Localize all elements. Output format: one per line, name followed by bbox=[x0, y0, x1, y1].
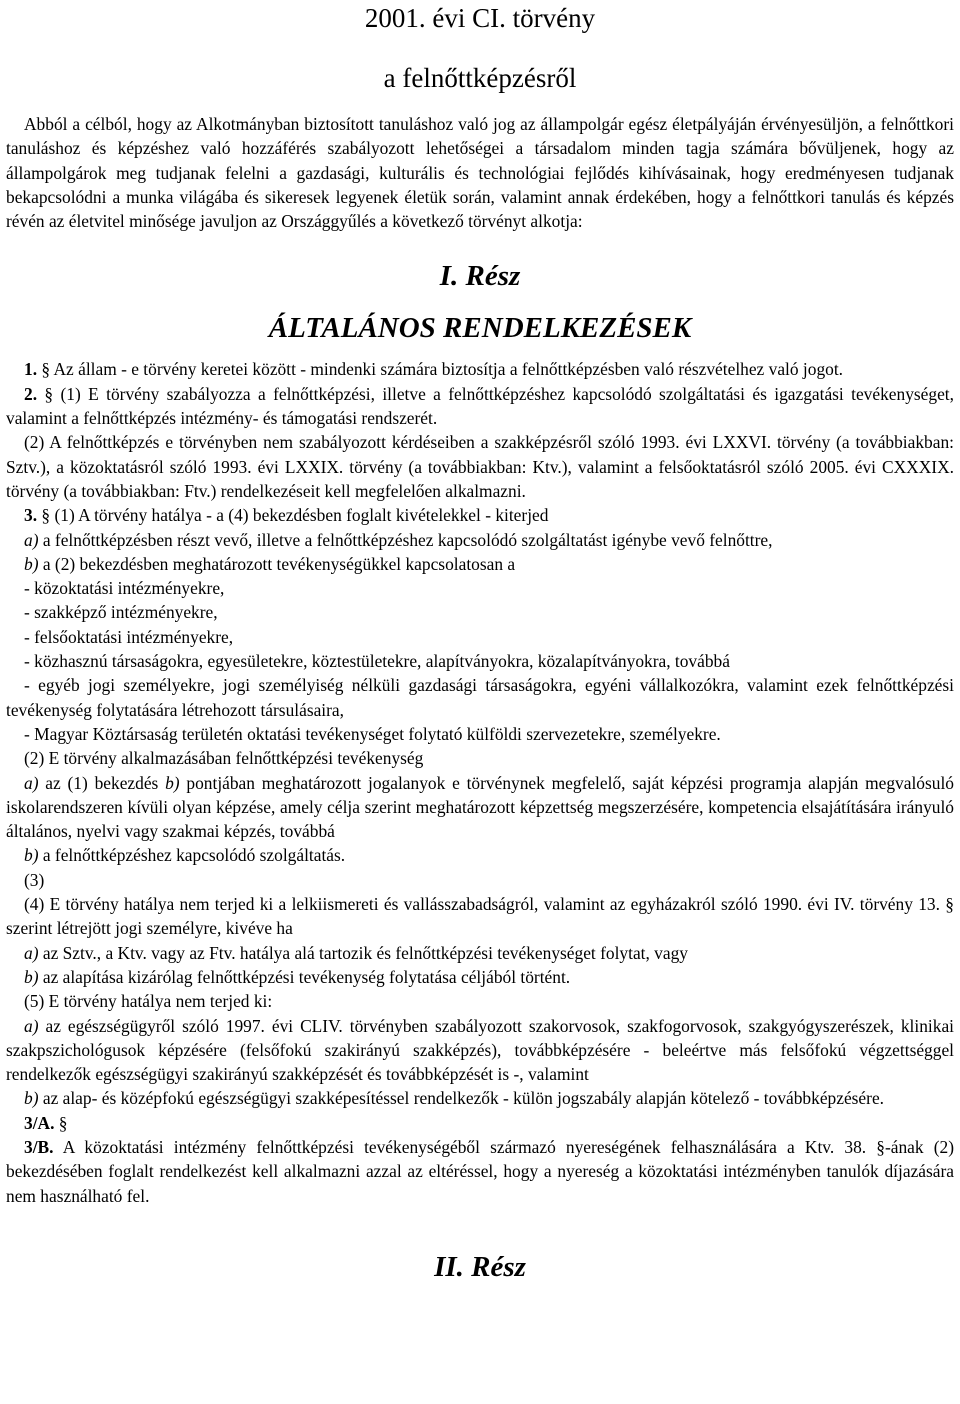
point-label: a) bbox=[24, 529, 39, 550]
point-a bbox=[6, 771, 954, 844]
dash-item: - közhasznú társaságokra, egyesületekre, köztestületekre, alapítványokra, közalapítványokra, továbbá bbox=[24, 651, 730, 672]
section-number: 3/A. bbox=[24, 1112, 55, 1133]
point-text: az (1) bekezdés bbox=[38, 772, 166, 793]
dash-item: - egyéb jogi személyekre, jogi személyiség nélküli gazdasági társaságokra, egyéni vállalkozókra, valamint ezek felnőttképzési tevékenység folytatására létrehozott társulásaira, bbox=[6, 675, 954, 720]
section-symbol-link[interactable]: § bbox=[41, 505, 51, 526]
point-b bbox=[6, 843, 954, 867]
point-label: a) bbox=[24, 942, 39, 963]
dash-item: - felsőoktatási intézményekre, bbox=[24, 626, 234, 647]
section-3-par-2: (2) E törvény alkalmazásában felnőttképzési tevékenység bbox=[24, 748, 424, 769]
point-a bbox=[6, 528, 954, 552]
section-symbol-link[interactable]: § bbox=[41, 359, 51, 380]
point-text: pontjában meghatározott jogalanyok e törvénynek megfelelő, saját képzési programja alapján megvalósuló iskolarendszeren kívüli olyan képzése, amely célja szerint meghatározott képzettség megszerzésére, kompetencia elsajátítására irányuló általános, nyelvi vagy szakmai képzés, továbbá bbox=[6, 772, 954, 842]
section-3a bbox=[6, 1111, 954, 1135]
section-number: 3/B. bbox=[24, 1136, 54, 1157]
point-b bbox=[6, 1086, 954, 1110]
section-number: 2. bbox=[24, 383, 38, 404]
point-b bbox=[6, 552, 954, 576]
point-label: b) bbox=[24, 845, 39, 866]
preamble: Abból a célból, hogy az Alkotmányban biztosított tanuláshoz való jog az állampolgár egész életpályáján érvényesüljön, a felnőttkori tanuláshoz és képzéshez való hozzáférés szabályozott lehetőségei a társadalom minden tagja számára bővüljenek, hogy az állampolgárok meg tudjanak felelni a gazdasági, kulturális és technológiai fejlődés kihívásainak, hogy eredményesen tudjanak bekapcsolódni a munka világába és sikeresek legyenek életük során, valamint annak érdekében, hogy a felnőttkori tanulás és képzés révén az életvitel minősége javuljon az Országgyűlés a következő törvényt alkotja: bbox=[6, 114, 954, 232]
section-number: 3. bbox=[24, 505, 38, 526]
point-a bbox=[6, 1014, 954, 1087]
point-text: a (2) bekezdésben meghatározott tevékenységükkel kapcsolatosan a bbox=[38, 553, 516, 574]
part-2-label: II. Rész bbox=[434, 1250, 526, 1283]
section-3-par-4: (4) E törvény hatálya nem terjed ki a lelkiismereti és vallásszabadságról, valamint az egyházakról szóló 1990. évi IV. törvény 13. § szerint létrejött jogi személyre, kivéve ha bbox=[6, 894, 954, 939]
section-3b bbox=[6, 1135, 954, 1208]
section-text: Az állam - e törvény keretei között - mindenki számára biztosítja a felnőttképzésben való részvételhez való jogot. bbox=[50, 359, 844, 380]
point-label: a) bbox=[24, 772, 39, 793]
section-text: (1) E törvény szabályozza a felnőttképzési, illetve a felnőttképzéshez kapcsolódó szolgáltatási és igazgatási tevékenységet, valamint a felnőttképzés intézmény- és támogatási rendszerét. bbox=[6, 383, 954, 429]
law-title: 2001. évi CI. törvény bbox=[364, 3, 596, 33]
dash-item: - Magyar Köztársaság területén oktatási tevékenységet folytató külföldi szervezetekre, személyekre. bbox=[24, 723, 721, 744]
point-text: a felnőttképzésben részt vevő, illetve a felnőttképzéshez kapcsolódó szolgáltatást igénybe vevő felnőttre, bbox=[38, 529, 773, 550]
point-text: az alapítása kizárólag felnőttképzési tevékenység folytatása céljából történt. bbox=[38, 966, 571, 987]
section-3-par-3: (3) bbox=[24, 869, 45, 890]
dash-item: - szakképző intézményekre, bbox=[24, 602, 218, 623]
section-2-par-2: (2) A felnőttképzés e törvényben nem szabályozott kérdéseiben a szakképzésről szóló 1993. évi LXXVI. törvény (a továbbiakban: Sztv.), a közoktatásról szóló 1993. évi LXXIX. törvény (a továbbiakban: Ktv.), valamint a felsőoktatásról szóló 2005. évi CXXXIX. törvény (a továbbiakban: Ftv.) rendelkezéseit kell megfelelően alkalmazni. bbox=[6, 432, 954, 501]
point-text: az egészségügyről szóló 1997. évi CLIV. törvényben szabályozott szakorvosok, szakfogorvosok, szakgyógyszerészek, klinikai szakpszichológusok képzésére (felsőfokú szakirányú szakképzés), továbbképzésére - beleértve más felsőfokú végzettséggel rendelkezők egészségügyi szakirányú szakképzését és továbbképzését is -, valamint bbox=[6, 1015, 954, 1085]
point-ref: b) bbox=[165, 772, 180, 793]
part-1-heading: ÁLTALÁNOS RENDELKEZÉSEK bbox=[268, 312, 692, 345]
section-3-par-1 bbox=[6, 503, 954, 527]
point-label: a) bbox=[24, 1015, 39, 1036]
dash-item: - közoktatási intézményekre, bbox=[24, 578, 225, 599]
point-text: az alap- és középfokú egészségügyi szakképesítéssel rendelkezők - külön jogszabály alapján kötelező - továbbképzésére. bbox=[38, 1088, 885, 1109]
part-1-label: I. Rész bbox=[439, 260, 521, 293]
section-1 bbox=[6, 357, 954, 381]
point-label: b) bbox=[24, 553, 39, 574]
point-text: a felnőttképzéshez kapcsolódó szolgáltatás. bbox=[38, 845, 346, 866]
section-text: (1) A törvény hatálya - a (4) bekezdésben foglalt kivételekkel - kiterjed bbox=[50, 505, 549, 526]
point-label: b) bbox=[24, 966, 39, 987]
point-a bbox=[6, 941, 954, 965]
section-2-par-1 bbox=[6, 382, 954, 431]
law-subtitle: a felnőttképzésről bbox=[383, 63, 577, 93]
point-b bbox=[6, 965, 954, 989]
point-label: b) bbox=[24, 1088, 39, 1109]
section-symbol-link[interactable]: § bbox=[44, 383, 54, 404]
section-3-par-5: (5) E törvény hatálya nem terjed ki: bbox=[24, 991, 273, 1012]
point-text: az Sztv., a Ktv. vagy az Ftv. hatálya alá tartozik és felnőttképzési tevékenységet folytat, vagy bbox=[38, 942, 688, 963]
section-number: 1. bbox=[24, 359, 38, 380]
section-text: A közoktatási intézmény felnőttképzési tevékenységéből származó nyereségének felhasználására a Ktv. 38. §-ának (2) bekezdésében foglalt rendelkezést kell alkalmazni azzal az eltéréssel, hogy a nyereség a közoktatási intézményben tanulók díjazására nem használható fel. bbox=[6, 1136, 955, 1206]
section-symbol-link[interactable]: § bbox=[58, 1112, 68, 1133]
document-page bbox=[6, 0, 954, 1284]
